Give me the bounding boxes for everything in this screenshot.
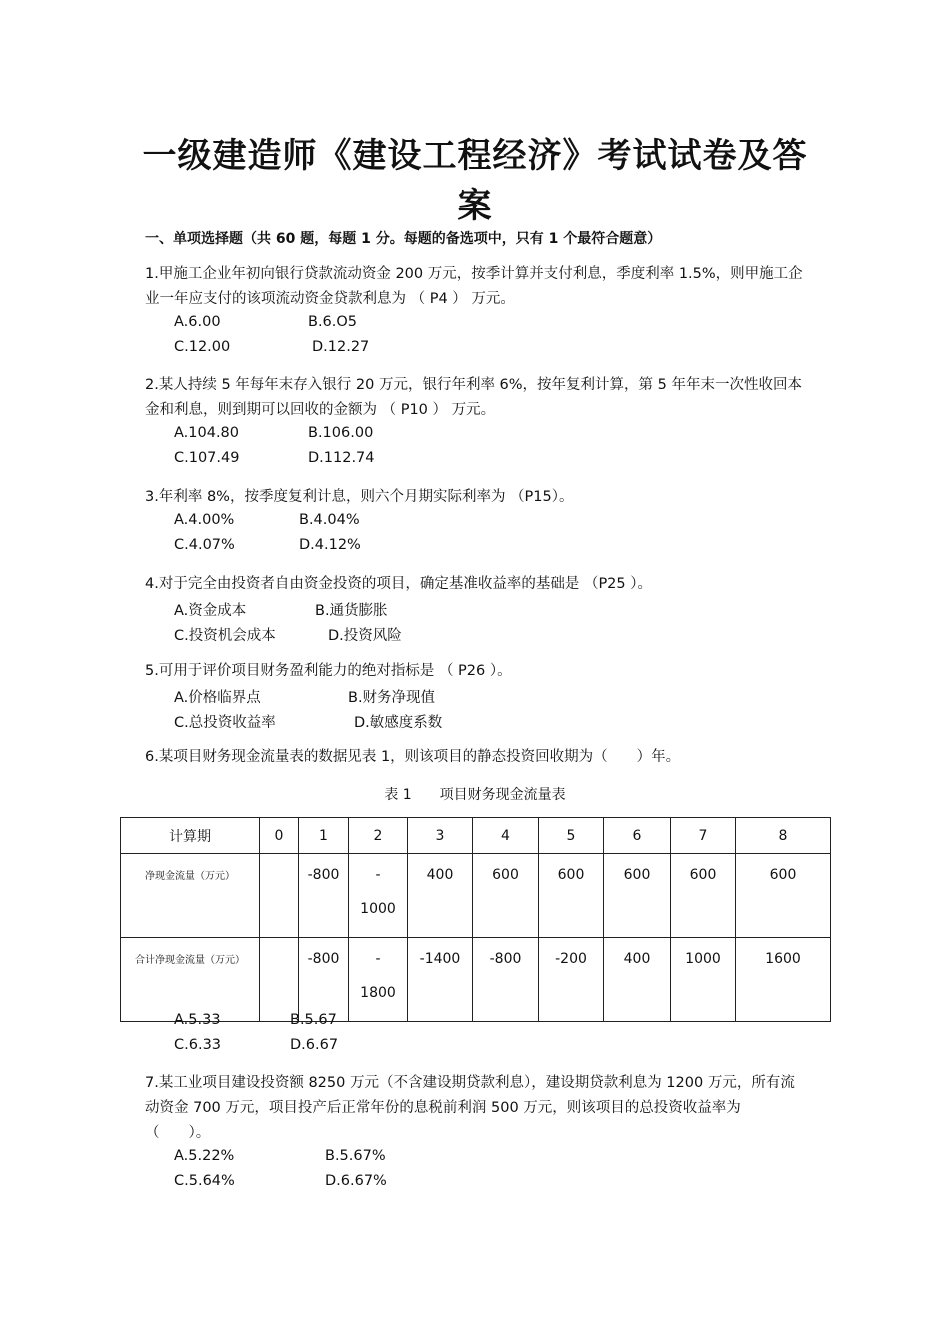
table-cell (260, 938, 299, 1022)
row-label: 合计净现金流量（万元） (121, 938, 260, 1022)
document-title-line2: 案 (457, 186, 493, 226)
table-caption: 表 1 项目财务现金流量表 (384, 787, 566, 803)
header-cell: 6 (604, 818, 671, 854)
header-cell: 5 (539, 818, 604, 854)
document-title-line1: 一级建造师《建设工程经济》考试试卷及答 (142, 136, 808, 176)
table-cell: 600 (671, 854, 736, 938)
header-cell: 0 (260, 818, 299, 854)
option-4a: A.资金成本 (174, 603, 247, 619)
option-5a: A.价格临界点 (174, 690, 261, 706)
option-7d: D.6.67% (325, 1173, 387, 1189)
option-1b: B.6.O5 (308, 314, 358, 330)
option-6c: C.6.33 (174, 1037, 222, 1053)
table-cell (260, 854, 299, 938)
split-value: - 1800 (360, 951, 396, 1001)
table-cell: 600 (604, 854, 671, 938)
table-header-row (121, 818, 831, 854)
table-cell-split (349, 854, 408, 938)
table-cell-split (349, 938, 408, 1022)
option-5d: D.敏感度系数 (354, 715, 443, 731)
table-cell: 400 (604, 938, 671, 1022)
option-2a: A.104.80 (174, 425, 240, 441)
option-3c: C.4.07% (174, 537, 235, 553)
header-cell: 计算期 (121, 818, 260, 854)
table-row (121, 938, 831, 1022)
table-cell: -200 (539, 938, 604, 1022)
table-row (121, 854, 831, 938)
split-value: - 1000 (360, 867, 396, 917)
question-1: 1.甲施工企业年初向银行贷款流动资金 200 万元，按季计算并支付利息，季度利率 1.5%，则甲施工企业一年应支付的该项流动资金贷款利息为 （ P4 ） 万元。 (145, 266, 803, 307)
row-label: 净现金流量（万元） (121, 854, 260, 938)
option-4c: C.投资机会成本 (174, 628, 276, 644)
option-3b: B.4.04% (299, 512, 360, 528)
question-7: 7.某工业项目建设投资额 8250 万元（不含建设期贷款利息），建设期贷款利息为 1200 万元，所有流动资金 700 万元，项目投产后正常年份的息税前利润 500 万元，则该项目的总投资收益率为（ ）。 (145, 1075, 795, 1141)
header-cell: 3 (408, 818, 473, 854)
section-heading: 一、单项选择题（共 60 题，每题 1 分。每题的备选项中，只有 1 个最符合题意） (145, 231, 662, 247)
question-3: 3.年利率 8%，按季度复利计息，则六个月期实际利率为 （P15）。 (145, 489, 574, 505)
option-2d: D.112.74 (308, 450, 375, 466)
table-cell: 1000 (671, 938, 736, 1022)
table-cell: 600 (539, 854, 604, 938)
header-cell: 4 (473, 818, 539, 854)
header-cell: 8 (736, 818, 831, 854)
option-3a: A.4.00% (174, 512, 235, 528)
option-7b: B.5.67% (325, 1148, 386, 1164)
option-5c: C.总投资收益率 (174, 715, 276, 731)
option-6d: D.6.67 (290, 1037, 339, 1053)
option-4d: D.投资风险 (328, 628, 402, 644)
question-4: 4.对于完全由投资者自由资金投资的项目，确定基准收益率的基础是 （P25 ）。 (145, 576, 652, 592)
option-6a: A.5.33 (174, 1012, 221, 1028)
cash-flow-table (120, 817, 831, 1022)
question-2: 2.某人持续 5 年每年末存入银行 20 万元，银行年利率 6%，按年复利计算，第 5 年年末一次性收回本金和利息，则到期可以回收的金额为 （ P10 ） 万元。 (145, 377, 802, 418)
option-6b: B.5.67 (290, 1012, 337, 1028)
table-cell: -800 (473, 938, 539, 1022)
option-2c: C.107.49 (174, 450, 240, 466)
table-cell: -1400 (408, 938, 473, 1022)
question-6: 6.某项目财务现金流量表的数据见表 1，则该项目的静态投资回收期为（ ）年。 (145, 749, 681, 765)
option-2b: B.106.00 (308, 425, 374, 441)
option-3d: D.4.12% (299, 537, 361, 553)
table-cell: 1600 (736, 938, 831, 1022)
header-cell: 2 (349, 818, 408, 854)
header-cell: 1 (299, 818, 349, 854)
question-5: 5.可用于评价项目财务盈利能力的绝对指标是 （ P26 ）。 (145, 663, 512, 679)
table-cell: 600 (473, 854, 539, 938)
table-cell: 600 (736, 854, 831, 938)
table-cell: -800 (299, 938, 349, 1022)
option-7a: A.5.22% (174, 1148, 235, 1164)
option-5b: B.财务净现值 (348, 690, 436, 706)
option-7c: C.5.64% (174, 1173, 235, 1189)
option-4b: B.通货膨胀 (315, 603, 388, 619)
table-cell: -800 (299, 854, 349, 938)
option-1a: A.6.00 (174, 314, 221, 330)
option-1c: C.12.00 (174, 339, 231, 355)
table-cell: 400 (408, 854, 473, 938)
header-cell: 7 (671, 818, 736, 854)
option-1d: D.12.27 (312, 339, 370, 355)
